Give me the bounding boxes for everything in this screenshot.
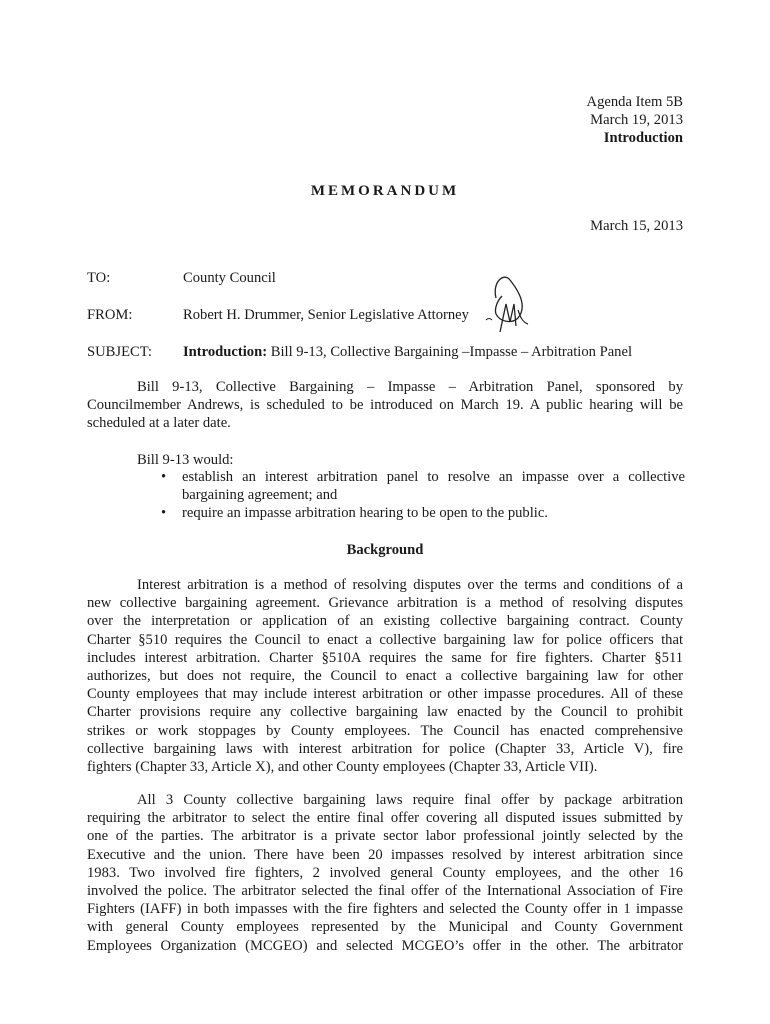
text-line: Executive and the union. There have been 20 impasses resolved by interest arbitration since: [87, 846, 683, 863]
list-item: [155, 504, 685, 522]
text-line: 1983. Two involved fire fighters, 2 involved general County employees, and the other 16: [87, 864, 683, 881]
subject-value: [183, 343, 632, 361]
text-line: collective bargaining laws with interest arbitration for police (Chapter 33, Article V), fire: [87, 740, 683, 757]
agenda-date: March 19, 2013: [590, 112, 683, 128]
bullet-icon: •: [161, 505, 167, 522]
text-line: Interest arbitration is a method of resolving disputes over the terms and conditions of a: [137, 577, 683, 593]
text-line: Councilmember Andrews, is scheduled to be introduced on March 19. A public hearing will be: [87, 397, 683, 414]
text-line: fighters (Chapter 33, Article X), and other County employees (Chapter 33, Article VII).: [87, 758, 598, 775]
text-line: strikes or work stoppages by County employees. The Council has enacted comprehensive: [87, 722, 683, 739]
to-value: County Council: [183, 270, 276, 286]
from-row: [87, 306, 687, 324]
bullet-icon: •: [161, 469, 167, 485]
from-label: FROM:: [87, 307, 133, 323]
agenda-block: [587, 93, 683, 147]
text-line: authorizes, but does not require, the Council to enact a collective bargaining law for other: [87, 667, 683, 684]
subject-row: [87, 343, 687, 361]
to-row: [87, 269, 687, 287]
intro-paragraph: [87, 378, 683, 433]
text-line: Charter §510 requires the Council to enact a collective bargaining law for police officers that: [87, 631, 683, 648]
text-line: County employees that may include interest arbitration or other impasse procedures. All of these: [87, 686, 683, 703]
text-line: Employees Organization (MCGEO) and selected MCGEO’s offer in the other. The arbitrator: [87, 937, 683, 954]
bill-would-label: Bill 9-13 would:: [137, 452, 234, 468]
subject-rest: Bill 9-13, Collective Bargaining –Impasse – Arbitration Panel: [267, 344, 632, 360]
text-line: Charter provisions require any collective bargaining law enacted by the Council to prohibit: [87, 704, 683, 721]
signature-initials-icon: [478, 270, 538, 334]
to-label: TO:: [87, 270, 111, 286]
memo-title: MEMORANDUM: [310, 183, 460, 199]
agenda-item: Agenda Item 5B: [586, 94, 683, 110]
final-offer-paragraph: [87, 791, 683, 955]
bullet-text: require an impasse arbitration hearing to be open to the public.: [182, 505, 548, 522]
list-item: [155, 468, 685, 504]
subject-label: SUBJECT:: [87, 344, 152, 360]
subject-bold: Introduction:: [183, 344, 268, 360]
agenda-stage: Introduction: [603, 130, 683, 146]
text-line: includes interest arbitration. Charter §510A requires the same for fire fighters. Charter §511: [87, 649, 683, 666]
text-line: Fighters (IAFF) in both impasses with the fire fighters and selected the County offer in 1 impasse: [87, 901, 683, 918]
text-line: Bill 9-13, Collective Bargaining – Impasse – Arbitration Panel, sponsored by: [137, 379, 683, 395]
text-line: new collective bargaining agreement. Grievance arbitration is a method of resolving disputes: [87, 595, 683, 612]
text-line: scheduled at a later date.: [87, 415, 231, 432]
bullet-text: establish an interest arbitration panel to resolve an impasse over a collective bargaining agreement; and: [182, 469, 685, 504]
text-line: over the interpretation or application of an existing collective bargaining contract. County: [87, 613, 683, 630]
text-line: involved the police. The arbitrator selected the final offer of the International Association of Fire: [87, 882, 683, 899]
memo-date: March 15, 2013: [590, 218, 683, 234]
text-line: one of the parties. The arbitrator is a private sector labor professional jointly selected by the: [87, 828, 683, 845]
from-value: Robert H. Drummer, Senior Legislative Attorney: [183, 307, 469, 323]
bill-bullet-list: [155, 468, 685, 523]
background-heading: Background: [346, 542, 424, 558]
text-line: All 3 County collective bargaining laws require final offer by package arbitration: [137, 792, 683, 808]
background-paragraph: [87, 576, 683, 776]
text-line: with general County employees represented by the Municipal and County Government: [87, 919, 683, 936]
text-line: requiring the arbitrator to select the entire final offer covering all disputed issues submitted by: [87, 810, 683, 827]
